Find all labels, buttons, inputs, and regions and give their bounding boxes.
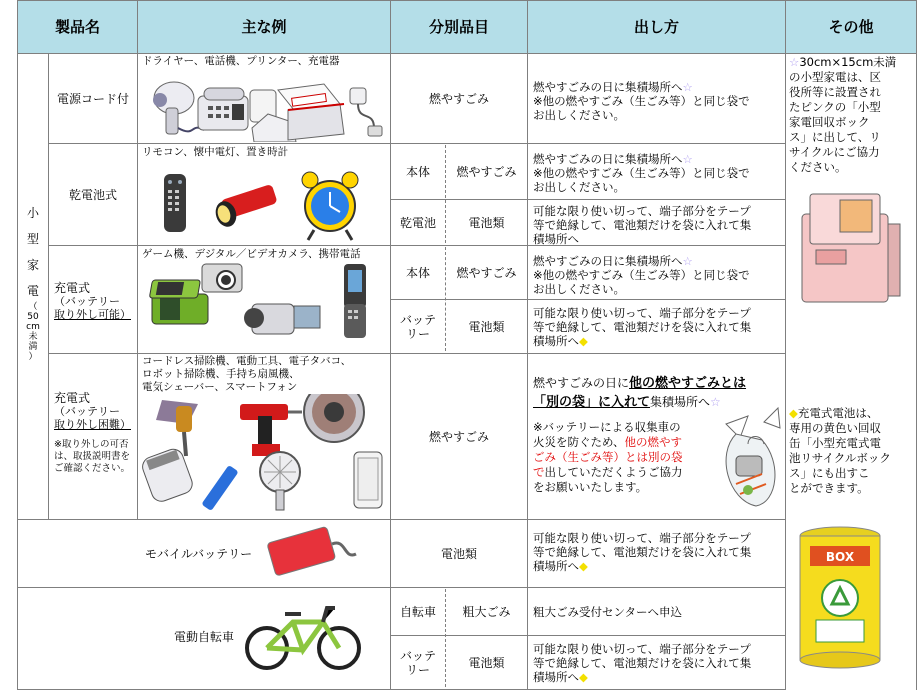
method-emphasis: 「別の袋」に入れて [533, 395, 651, 410]
method-dry-battery [533, 204, 751, 246]
note-line: 30cm×15cm未満 [799, 55, 897, 69]
method-line: お出しください。 [533, 180, 625, 194]
header-product-label: 製品名 [54, 18, 100, 36]
yellow-recycling-can-illustration [796, 524, 886, 670]
group-note-char: 50 [27, 312, 39, 322]
note-line: 充電式電池は、 [797, 406, 879, 420]
method-line: 積場所へ [533, 670, 579, 684]
header-category-label: 分別品目 [428, 18, 489, 36]
product-dry-label: 乾電池式 [68, 187, 117, 202]
note-emphasis: 他の燃やす [624, 435, 683, 449]
trash-bag-illustration [718, 404, 784, 514]
group-char: 小 [26, 206, 39, 220]
note-line: 専用の黄色い回収 [789, 421, 881, 435]
ebike-body-category: 粗大ごみ [462, 604, 511, 619]
category-label: 燃やすごみ [428, 91, 489, 106]
method-line: 等で絶縁して、電池類だけを袋に入れて集 [533, 320, 752, 334]
product-sub: （バッテリー [54, 295, 120, 308]
vertical-group-label [18, 200, 48, 304]
category-mobile [391, 520, 527, 587]
method-dry-body [533, 152, 750, 194]
group-note-char: （ [28, 302, 38, 312]
header-examples [138, 0, 391, 54]
method-line: 燃やすごみの日に集積場所へ [533, 152, 683, 166]
removable-body-category: 燃やすごみ [456, 265, 517, 280]
label-part: リー [405, 326, 430, 341]
method-line: 可能な限り使い切って、端子部分をテープ [533, 531, 751, 545]
diamond-icon: ◆ [579, 670, 588, 684]
grid-line [17, 0, 917, 1]
star-icon: ☆ [682, 152, 693, 166]
note-emphasis: で [533, 465, 545, 479]
method-line: 可能な限り使い切って、端子部分をテープ [533, 306, 751, 320]
method-fixed-note [533, 420, 683, 495]
note-line: ください。 [789, 160, 847, 174]
method-line: 積場所へ [533, 559, 579, 573]
note-part: 火災を防ぐため、 [533, 435, 625, 449]
other-pink-box-note [789, 55, 915, 175]
vertical-group-note [18, 302, 48, 362]
removable-battery-label [391, 300, 445, 353]
method-line: 燃やすごみの日に集積場所へ [533, 80, 683, 94]
battery-device-illustrations [148, 162, 388, 242]
diamond-icon: ◆ [789, 406, 798, 420]
note-line: サイクルにご協力 [789, 145, 880, 159]
method-line: 燃やすごみの日に集積場所へ [533, 254, 683, 268]
method-ebike-battery [533, 642, 751, 684]
header-other-label: その他 [828, 18, 874, 36]
ebike-battery-category: 電池類 [468, 655, 505, 670]
product-ebike: 電動自転車 [174, 630, 235, 644]
group-note-char: cm [26, 322, 40, 332]
note-line: とができます。 [789, 481, 869, 495]
diamond-icon: ◆ [579, 559, 588, 573]
group-char: 型 [26, 232, 39, 246]
method-line: 積場所へ [533, 232, 579, 246]
product-rechargeable-fixed [54, 392, 136, 475]
method-removable-body [533, 254, 750, 296]
examples-rechargeable-fixed [142, 355, 351, 394]
header-product [18, 0, 138, 54]
dry-battery-category: 電池類 [468, 215, 505, 230]
dry-body-label: 本体 [405, 164, 430, 179]
method-line: お出しください。 [533, 108, 625, 122]
star-icon: ☆ [710, 395, 721, 409]
examples-line: 電気シェーバー、スマートフォン [142, 381, 298, 393]
note-line: 家電回収ボック [789, 115, 870, 129]
examples-line: コードレス掃除機、電動工具、電子タバコ、 [142, 355, 352, 367]
method-fixed-main [533, 374, 746, 412]
header-method [528, 0, 786, 54]
product-dry [49, 144, 137, 245]
method-line: ※他の燃やすごみ（生ごみ等）と同じ袋で [533, 166, 750, 180]
group-note-char: 満 [28, 342, 38, 352]
star-icon: ☆ [682, 80, 693, 94]
ebike-body-label: 自転車 [399, 604, 436, 619]
product-cord [49, 54, 137, 143]
category-fixed [391, 354, 527, 519]
note-line: ス」にも出すこ [789, 466, 870, 480]
method-mobile [533, 531, 751, 573]
dry-body-category: 燃やすごみ [456, 164, 517, 179]
category-label: 燃やすごみ [428, 429, 489, 444]
category-label: 電池類 [440, 546, 477, 561]
product-sub: （バッテリー [54, 405, 120, 418]
method-line: 可能な限り使い切って、端子部分をテープ [533, 204, 751, 218]
group-char: 家 [26, 258, 39, 272]
method-line: 可能な限り使い切って、端子部分をテープ [533, 642, 751, 656]
note-part: 出していただくようご協力 [544, 465, 683, 479]
star-icon: ☆ [682, 254, 693, 268]
method-part: 集積場所へ [650, 395, 711, 409]
diamond-icon: ◆ [579, 334, 588, 348]
ebike-battery-label [391, 636, 445, 689]
pink-collection-box-illustration [794, 184, 906, 312]
star-icon: ☆ [789, 55, 800, 69]
header-examples-label: 主な例 [241, 18, 287, 36]
method-line: 積場所へ [533, 334, 579, 348]
method-removable-battery [533, 306, 751, 348]
method-line: 等で絶縁して、電池類だけを袋に入れて集 [533, 656, 752, 670]
group-note-char: 未 [28, 332, 38, 342]
note-line: たピンクの「小型 [789, 100, 881, 114]
label-part: リー [405, 662, 430, 677]
product-sub: 取り外し可能） [54, 308, 131, 321]
note-line: 池リサイクルボック [789, 451, 891, 465]
product-note: ご確認ください。 [54, 463, 131, 474]
removable-body-label: 本体 [405, 265, 430, 280]
group-char: 電 [26, 284, 39, 298]
examples-rechargeable-removable: ゲーム機、デジタル／ビデオカメラ、携帯電話 [142, 248, 361, 260]
product-name: 充電式 [54, 281, 91, 295]
can-label: BOX [825, 550, 855, 564]
header-other [786, 0, 917, 54]
examples-line: ロボット掃除機、手持ち扇風機、 [142, 368, 300, 380]
category-cord [391, 54, 527, 143]
note-line: をお願いいたします。 [533, 480, 648, 494]
method-line: 等で絶縁して、電池類だけを袋に入れて集 [533, 218, 752, 232]
method-cord [533, 80, 750, 122]
method-ebike-body: 粗大ごみ受付センターへ申込 [533, 605, 683, 619]
label-part: バッテ [399, 312, 436, 327]
product-note: ※取り外しの可否 [54, 439, 129, 450]
product-sub: 取り外し困難） [54, 418, 131, 431]
dry-battery-label: 乾電池 [399, 215, 436, 230]
method-line: ※他の燃やすごみ（生ごみ等）と同じ袋で [533, 268, 750, 282]
method-line: お出しください。 [533, 282, 625, 296]
rechargeable-fixed-illustrations [142, 394, 388, 512]
note-emphasis: ごみ（生ごみ等）とは別の袋 [533, 450, 683, 464]
method-line: 等で絶縁して、電池類だけを袋に入れて集 [533, 545, 752, 559]
other-yellow-can-note [789, 406, 915, 496]
grid-line [916, 0, 917, 690]
method-emphasis: 他の燃やすごみとは [629, 376, 747, 391]
product-cord-label: 電源コード付 [56, 91, 129, 106]
removable-battery-category: 電池類 [468, 319, 505, 334]
grid-line [527, 53, 528, 690]
rechargeable-removable-illustrations [148, 260, 388, 344]
method-part: 燃やすごみの日に [533, 376, 630, 390]
note-line: ※バッテリーによる収集車の [533, 420, 681, 434]
group-note-char: ） [28, 352, 38, 362]
header-category [391, 0, 528, 54]
product-name: 充電式 [54, 391, 91, 405]
note-line: 缶「小型充電式電 [789, 436, 881, 450]
method-line: ※他の燃やすごみ（生ごみ等）と同じ袋で [533, 94, 750, 108]
label-part: バッテ [399, 648, 436, 663]
note-line: ス」に出して、リ [789, 130, 881, 144]
grid-line [785, 53, 786, 690]
header-method-label: 出し方 [633, 18, 679, 36]
note-line: 役所等に設置され [789, 85, 881, 99]
bicycle-icon [243, 598, 363, 676]
product-mobile [49, 520, 390, 587]
examples-cord: ドライヤー、電話機、プリンター、充電器 [142, 55, 340, 67]
product-rechargeable-removable [54, 282, 136, 321]
appliance-illustrations [148, 70, 388, 142]
product-note: は、取扱説明書を [54, 451, 131, 462]
note-line: の小型家電は、区 [789, 70, 881, 84]
examples-dry: リモコン、懐中電灯、置き時計 [142, 146, 289, 158]
grid-line [137, 53, 138, 519]
product-mobile-label: モバイルバッテリー [145, 546, 253, 561]
